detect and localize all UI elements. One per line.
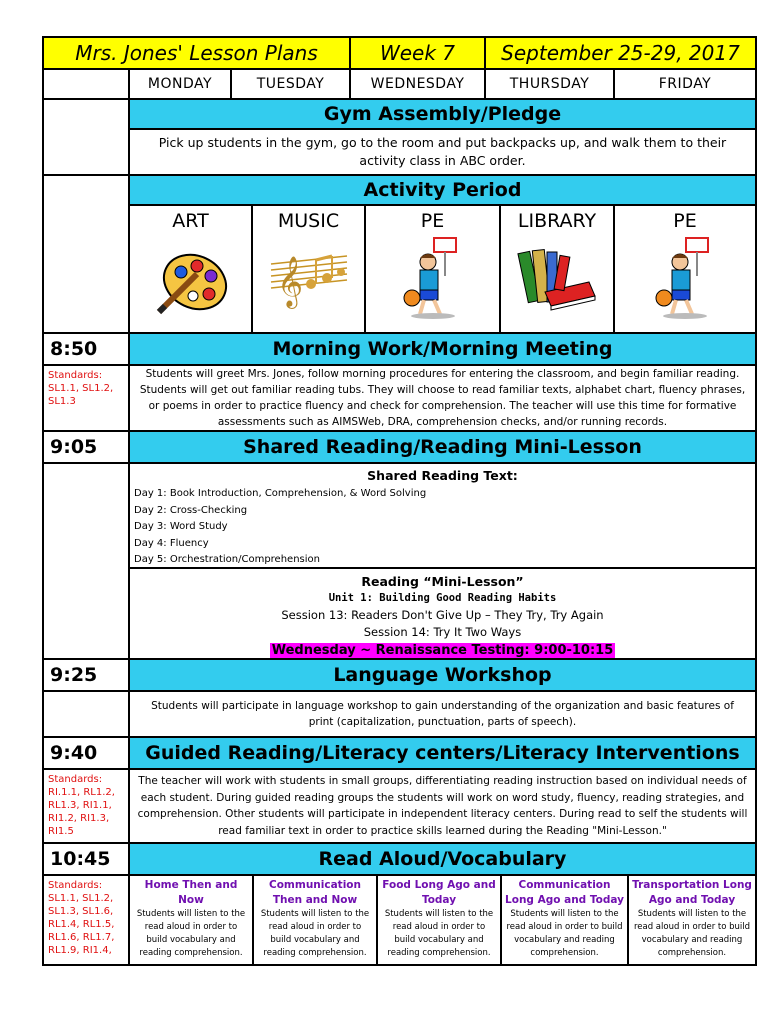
readaloud-col-text: Students will listen to the read aloud in order to build vocabulary and reading comprehension. bbox=[136, 909, 246, 958]
palette-icon bbox=[151, 238, 231, 318]
date-range: September 25-29, 2017 bbox=[484, 36, 757, 70]
day-thursday: THURSDAY bbox=[484, 68, 615, 100]
day-tuesday: TUESDAY bbox=[230, 68, 351, 100]
morning-text: Students will greet Mrs. Jones, follow morning procedures for entering the classroom, and begin familiar reading. Students will get out familiar reading tubs. They will choose to read familiar texts, alphabet chart, fluency phrases, or poems in order to practice fluency and check for comprehension. The teacher will use this time for formative assessments such as AIMSWeb, DRA, comprehension checks, and/or running records. bbox=[128, 364, 757, 432]
readaloud-col-3 bbox=[376, 874, 502, 966]
shared-day-5: Day 5: Orchestration/Comprehension bbox=[134, 554, 320, 565]
plan-title: Mrs. Jones' Lesson Plans bbox=[42, 36, 351, 70]
activity-label: PE bbox=[420, 210, 445, 232]
activity-label: ART bbox=[172, 210, 209, 232]
activity-title: Activity Period bbox=[128, 174, 757, 206]
readaloud-col-title: Communication Then and Now bbox=[269, 879, 361, 906]
readaloud-col-title: Food Long Ago and Today bbox=[382, 879, 496, 906]
books-icon bbox=[515, 242, 599, 312]
shared-day-1: Day 1: Book Introduction, Comprehension, & Word Solving bbox=[134, 488, 427, 499]
shared-day-4: Day 4: Fluency bbox=[134, 537, 209, 549]
shared-day-3: Day 3: Word Study bbox=[134, 521, 228, 532]
readaloud-col-4 bbox=[500, 874, 629, 966]
session-14: Session 14: Try It Two Ways bbox=[363, 625, 522, 639]
testing-banner: Wednesday ~ Renaissance Testing: 9:00-10:15 bbox=[271, 643, 614, 658]
shared-text-heading: Shared Reading Text: bbox=[367, 468, 518, 483]
guided-title: Guided Reading/Literacy centers/Literacy Interventions bbox=[128, 736, 757, 770]
activity-art bbox=[128, 204, 253, 334]
gym-time-cell bbox=[42, 98, 130, 176]
basketball-player-icon bbox=[650, 236, 720, 320]
readaloud-title: Read Aloud/Vocabulary bbox=[128, 842, 757, 876]
session-13: Session 13: Readers Don't Give Up – They Try, Try Again bbox=[281, 608, 604, 622]
readaloud-col-title: Transportation Long Ago and Today bbox=[632, 879, 752, 906]
time-925: 9:25 bbox=[42, 658, 130, 692]
day-wednesday: WEDNESDAY bbox=[349, 68, 486, 100]
activity-time-cell bbox=[42, 174, 130, 334]
readaloud-standards: Standards: SL1.1, SL1.2, SL1.3, SL1.6, RL1.4, RL1.5, RL1.6, RL1.7, RL1.9, RI1.4, bbox=[42, 874, 130, 966]
shared-day-2: Day 2: Cross-Checking bbox=[134, 504, 248, 516]
morning-title: Morning Work/Morning Meeting bbox=[128, 332, 757, 366]
activity-pe-wednesday bbox=[364, 204, 501, 334]
time-850: 8:50 bbox=[42, 332, 130, 366]
language-std-cell bbox=[42, 690, 130, 738]
time-940: 9:40 bbox=[42, 736, 130, 770]
day-monday: MONDAY bbox=[128, 68, 232, 100]
readaloud-col-5 bbox=[627, 874, 757, 966]
language-title: Language Workshop bbox=[128, 658, 757, 692]
morning-standards: Standards: SL1.1, SL1.2, SL1.3 bbox=[42, 364, 130, 432]
language-text: Students will participate in language workshop to gain understanding of the organization and basic features of print (capitalization, punctuation, parts of speech). bbox=[128, 690, 757, 738]
readaloud-col-title: Communication Long Ago and Today bbox=[505, 879, 624, 906]
guided-standards: Standards: RI.1.1, RL1.2, RL1.3, RI1.1, RI1.2, RI1.3, RI1.5 bbox=[42, 768, 130, 844]
time-1045: 10:45 bbox=[42, 842, 130, 876]
shared-text-box bbox=[128, 462, 757, 569]
music-notes-icon bbox=[267, 242, 351, 312]
activity-label: PE bbox=[673, 210, 697, 232]
mini-lesson-heading: Reading “Mini-Lesson” bbox=[361, 574, 524, 589]
guided-text: The teacher will work with students in small groups, differentiating reading instruction based on individual needs of each student. During guided reading groups the students will work on word study, fluency, reading strategies, and comprehension. Other students will participate in independent literacy centers. During read to self the students will read familiar text in order to practice skills learned during the Reading "Mini-Lesson." bbox=[128, 768, 757, 844]
activity-library bbox=[499, 204, 615, 334]
shared-time-cell bbox=[42, 462, 130, 660]
shared-title: Shared Reading/Reading Mini-Lesson bbox=[128, 430, 757, 464]
svg-text:𝄞: 𝄞 bbox=[276, 256, 303, 307]
activity-music bbox=[251, 204, 366, 334]
gym-title: Gym Assembly/Pledge bbox=[128, 98, 757, 130]
unit-title: Unit 1: Building Good Reading Habits bbox=[328, 592, 557, 604]
corner-cell bbox=[42, 68, 130, 100]
readaloud-col-text: Students will listen to the read aloud in order to build vocabulary and reading comprehension. bbox=[384, 909, 494, 958]
gym-text: Pick up students in the gym, go to the room and put backpacks up, and walk them to their activity class in ABC order. bbox=[128, 128, 757, 176]
readaloud-col-2 bbox=[252, 874, 378, 966]
readaloud-col-1 bbox=[128, 874, 254, 966]
basketball-player-icon bbox=[398, 236, 468, 320]
activity-pe-friday bbox=[613, 204, 757, 334]
mini-lesson-box bbox=[128, 567, 757, 660]
activity-label: MUSIC bbox=[277, 210, 340, 232]
readaloud-col-text: Students will listen to the read aloud in order to build vocabulary and reading comprehension. bbox=[633, 909, 751, 958]
readaloud-col-text: Students will listen to the read aloud in order to build vocabulary and reading comprehension. bbox=[506, 909, 623, 958]
activity-label: LIBRARY bbox=[517, 210, 597, 232]
week-label: Week 7 bbox=[349, 36, 486, 70]
time-905: 9:05 bbox=[42, 430, 130, 464]
readaloud-col-text: Students will listen to the read aloud in order to build vocabulary and reading comprehension. bbox=[260, 909, 370, 958]
day-friday: FRIDAY bbox=[613, 68, 757, 100]
readaloud-col-title: Home Then and Now bbox=[144, 879, 238, 906]
